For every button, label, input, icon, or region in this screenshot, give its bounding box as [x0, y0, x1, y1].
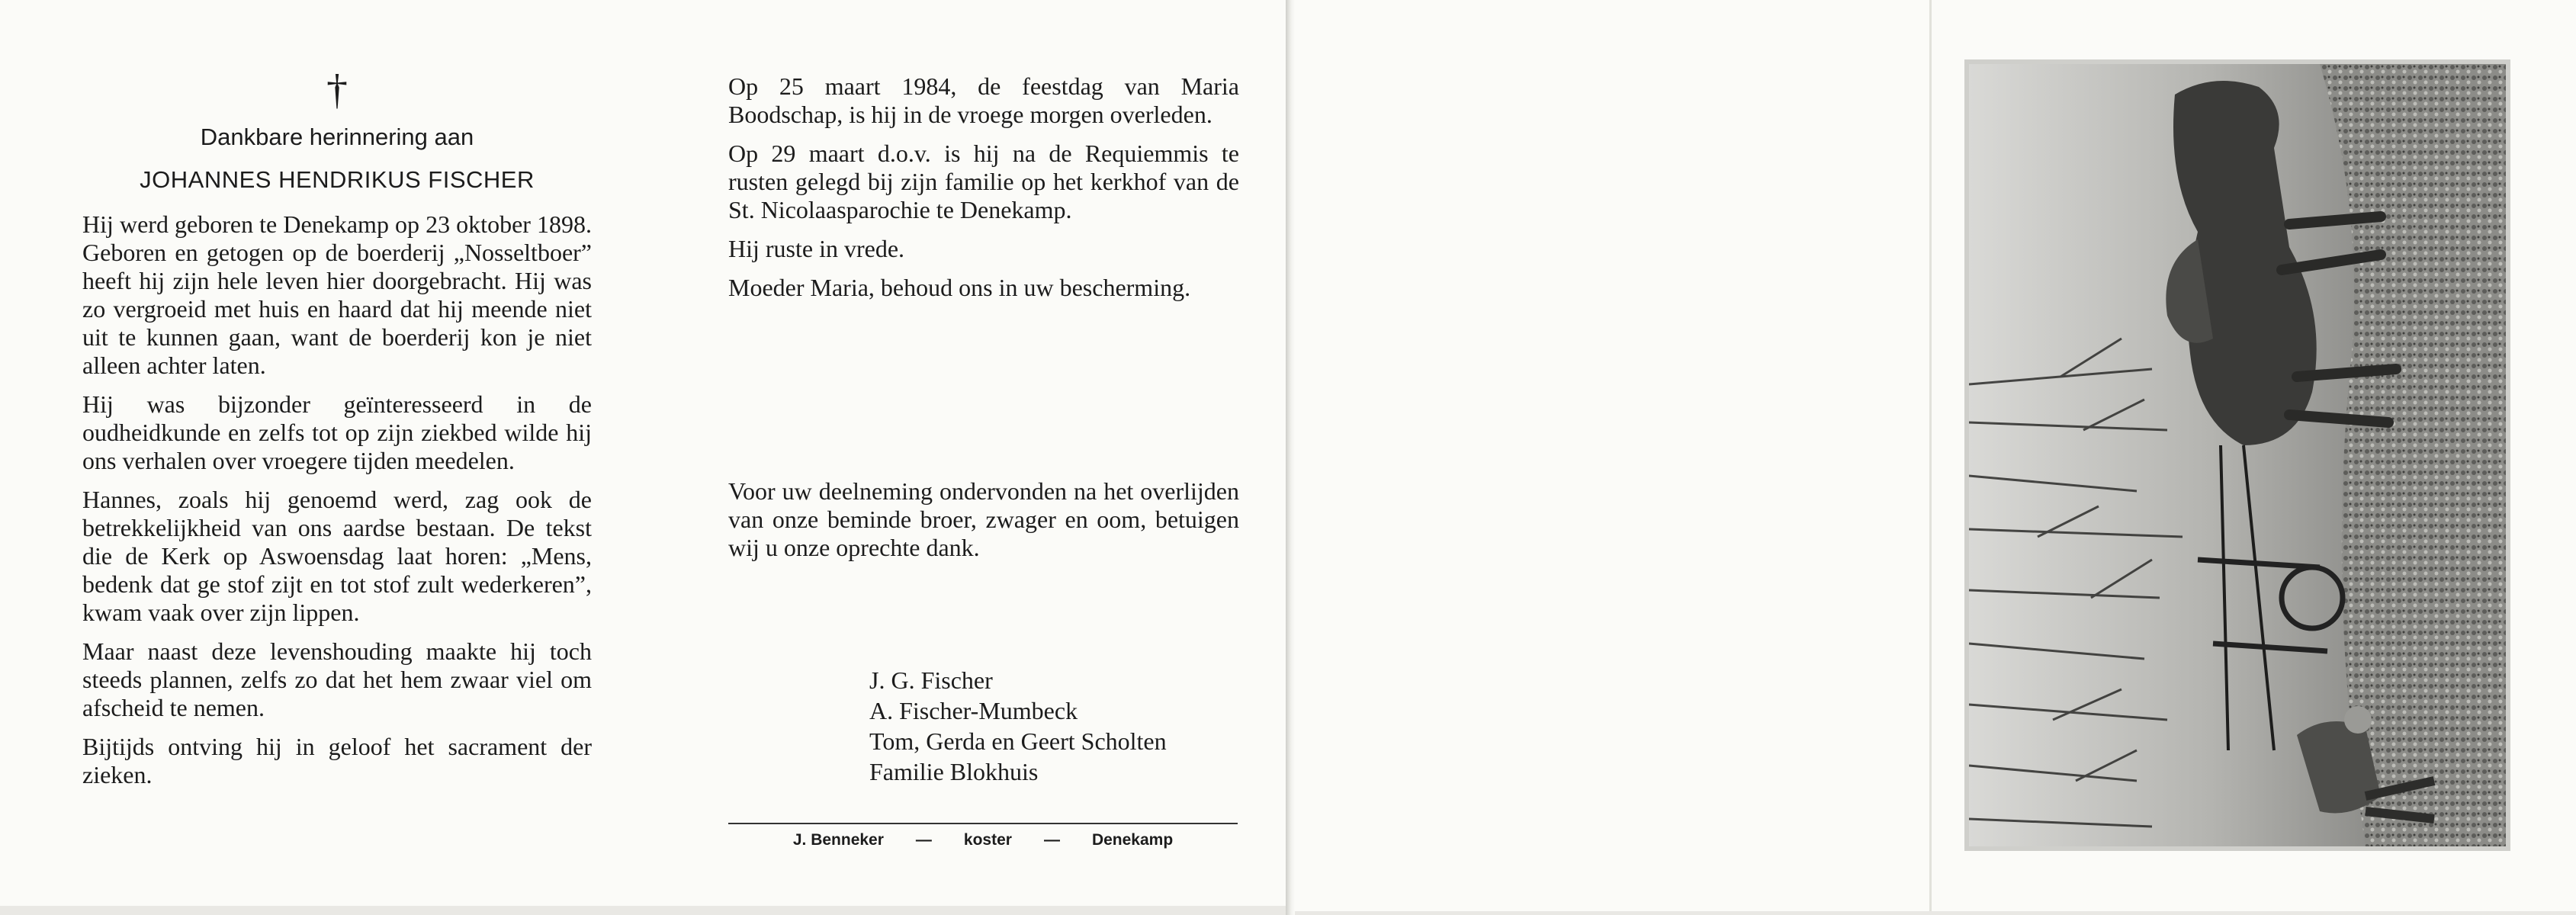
- signatory: A. Fischer-Mumbeck: [869, 697, 1078, 724]
- paragraph: Moeder Maria, behoud ons in uw bescherming.: [728, 274, 1191, 301]
- paragraph: Hannes, zoals hij genoemd werd, zag ook de betrekkelijkheid van ons aardse bestaan. De tekst die de Kerk op Aswoensdag laat horen: „Mens, bedenk dat ge stof zijt en tot stof zult wederkeren”, kwam vaak over zijn lippen.: [82, 486, 592, 626]
- paragraph: Hij werd geboren te Denekamp op 23 oktober 1898. Geboren en getogen op de boerderij „Nosseltboer” heeft hij zijn hele leven hier doorgebracht. Hij was zo vergroeid met huis en haard dat hij meende niet uit te kunnen gaan, want de boerderij kon je niet alleen achter laten.: [82, 210, 592, 379]
- printer-role: koster: [963, 831, 1012, 849]
- signatory: Tom, Gerda en Geert Scholten: [869, 727, 1167, 755]
- signatories: [869, 665, 1167, 787]
- ploughing-horse-photo: [1969, 64, 2506, 846]
- photo-frame: [1964, 59, 2510, 851]
- printer-name: J. Benneker: [792, 831, 884, 849]
- right-text-column: [728, 72, 1239, 573]
- printer-place: Denekamp: [1091, 831, 1174, 849]
- separator: —: [1043, 831, 1060, 849]
- blank-back-panel: [1293, 0, 1929, 911]
- heading: Dankbare herinnering aan: [200, 124, 474, 150]
- paragraph: Op 25 maart 1984, de feestdag van Maria Boodschap, is hij in de vroege morgen overleden.: [728, 72, 1239, 128]
- deceased-name: JOHANNES HENDRIKUS FISCHER: [140, 166, 535, 193]
- paragraph: Hij was bijzonder geïnteresseerd in de oudheidkunde en zelfs tot op zijn ziekbed wilde hij ons verhalen over vroegere tijden meedelen.: [82, 390, 592, 474]
- paragraph: Hij ruste in vrede.: [728, 235, 905, 262]
- paragraph: Maar naast deze levenshouding maakte hij toch steeds plannen, zelfs zo dat het hem zwaar viel om afscheid te nemen.: [82, 637, 592, 721]
- cross-symbol: †: [326, 66, 348, 114]
- paragraph: Op 29 maart d.o.v. is hij na de Requiemmis te rusten gelegd bij zijn familie op het kerkhof van de St. Nicolaasparochie te Denekamp.: [728, 140, 1239, 223]
- thanks-paragraph: Voor uw deelneming ondervonden na het overlijden van onze beminde broer, zwager en oom, betuigen wij u onze oprechte dank.: [728, 477, 1239, 561]
- printer-line: [728, 831, 1238, 849]
- signatory: Familie Blokhuis: [869, 758, 1039, 785]
- signatory: J. G. Fischer: [869, 666, 993, 694]
- paragraph: Bijtijds ontving hij in geloof het sacrament der zieken.: [82, 733, 592, 788]
- separator: —: [915, 831, 932, 849]
- footer-divider: [728, 823, 1238, 824]
- fold-shadow: [1286, 0, 1295, 915]
- left-text-column: [82, 66, 592, 800]
